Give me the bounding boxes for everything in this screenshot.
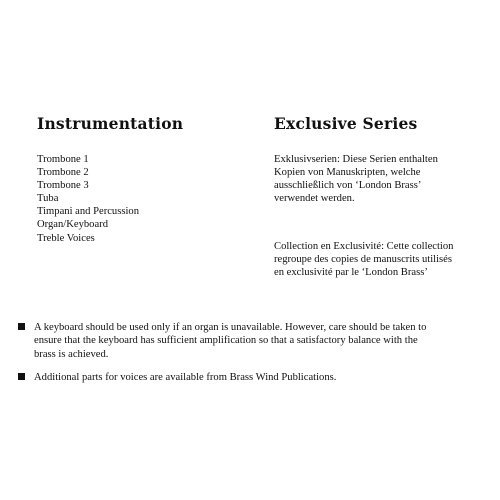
instrumentation-list <box>37 153 139 245</box>
note-line: A keyboard should be used only if an organ is unavailable. However, care should be taken to <box>34 322 427 333</box>
note-line: brass is achieved. <box>34 348 109 360</box>
instrument-item: Tuba <box>37 193 59 205</box>
french-line: en exclusivité par le ‘London Brass’ <box>274 267 428 279</box>
instrument-item: Trombone 1 <box>37 154 89 165</box>
french-line: regroupe des copies de manuscrits utilisés <box>274 254 452 266</box>
german-description <box>274 153 474 205</box>
note-line: ensure that the keyboard has sufficient amplification so that a satisfactory balance with the <box>34 335 418 347</box>
instrument-item: Timpani and Percussion <box>37 206 140 218</box>
instrumentation-heading: Instrumentation <box>37 114 184 133</box>
german-line: Exklusivserien: Diese Serien enthalten <box>274 154 438 165</box>
instrument-item: Organ/Keyboard <box>37 219 108 231</box>
german-line: ausschließlich von ‘London Brass’ <box>274 180 422 192</box>
exclusive-series-heading: Exclusive Series <box>274 114 418 133</box>
german-line: verwendet werden. <box>274 193 355 205</box>
instrument-item: Trombone 3 <box>37 180 89 192</box>
notes-list <box>18 321 478 394</box>
french-description <box>274 240 474 279</box>
german-line: Kopien von Manuskripten, welche <box>274 167 421 179</box>
note-line: Additional parts for voices are available from Brass Wind Publications. <box>34 371 337 383</box>
french-line: Collection en Exclusivité: Cette collection <box>274 241 454 252</box>
note-keyboard <box>18 321 478 361</box>
instrument-item: Treble Voices <box>37 232 95 244</box>
square-bullet-icon <box>18 323 25 330</box>
note-voices <box>18 371 478 384</box>
square-bullet-icon <box>18 373 25 380</box>
instrument-item: Trombone 2 <box>37 167 89 179</box>
